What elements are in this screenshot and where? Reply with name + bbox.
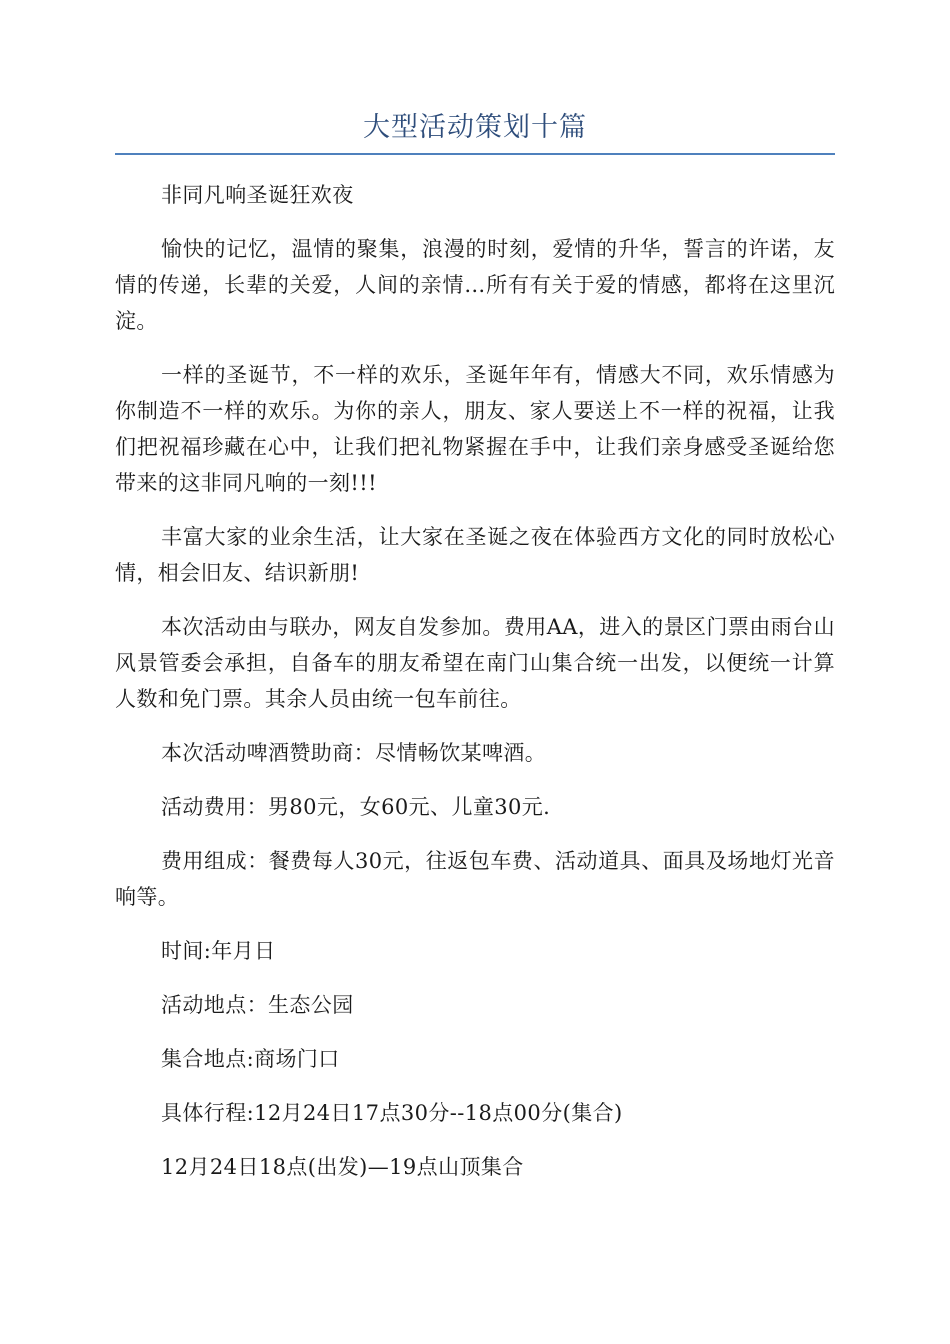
paragraph-meeting-point: 集合地点:商场门口 [161, 1047, 340, 1071]
paragraph: 愉快的记忆，温情的聚集，浪漫的时刻，爱情的升华，誓言的许诺，友情的传递，长辈的关爱，人间的亲情…所有有关于爱的情感，都将在这里沉淀。 [115, 237, 835, 333]
paragraph-sponsor: 本次活动啤酒赞助商：尽情畅饮某啤酒。 [161, 741, 547, 765]
paragraph: 一样的圣诞节，不一样的欢乐，圣诞年年有，情感大不同，欢乐情感为你制造不一样的欢乐。为你的亲人，朋友、家人要送上不一样的祝福，让我们把祝福珍藏在心中，让我们把礼物紧握在手中，让我们亲身感受圣诞给您带来的这非同凡响的一刻!!! [115, 363, 835, 495]
paragraph: 丰富大家的业余生活，让大家在圣诞之夜在体验西方文化的同时放松心情，相会旧友、结识新朋! [115, 525, 835, 585]
paragraph-fees: 活动费用：男80元，女60元、儿童30元. [161, 795, 551, 819]
document-body [115, 177, 835, 1203]
title-underline [115, 153, 835, 155]
paragraph-subtitle: 非同凡响圣诞狂欢夜 [161, 183, 354, 207]
paragraph: 本次活动由与联办，网友自发参加。费用AA，进入的景区门票由雨台山风景管委会承担，自备车的朋友希望在南门山集合统一出发，以便统一计算人数和免门票。其余人员由统一包车前往。 [115, 615, 835, 711]
paragraph-itinerary: 12月24日18点(出发)—19点山顶集合 [161, 1155, 524, 1179]
paragraph-fee-breakdown: 费用组成：餐费每人30元，往返包车费、活动道具、面具及场地灯光音响等。 [115, 849, 835, 909]
paragraph-itinerary: 具体行程:12月24日17点30分--18点00分(集合) [161, 1101, 623, 1125]
paragraph-time: 时间:年月日 [161, 939, 276, 963]
paragraph-venue: 活动地点：生态公园 [161, 993, 354, 1017]
page-title: 大型活动策划十篇 [363, 112, 587, 143]
